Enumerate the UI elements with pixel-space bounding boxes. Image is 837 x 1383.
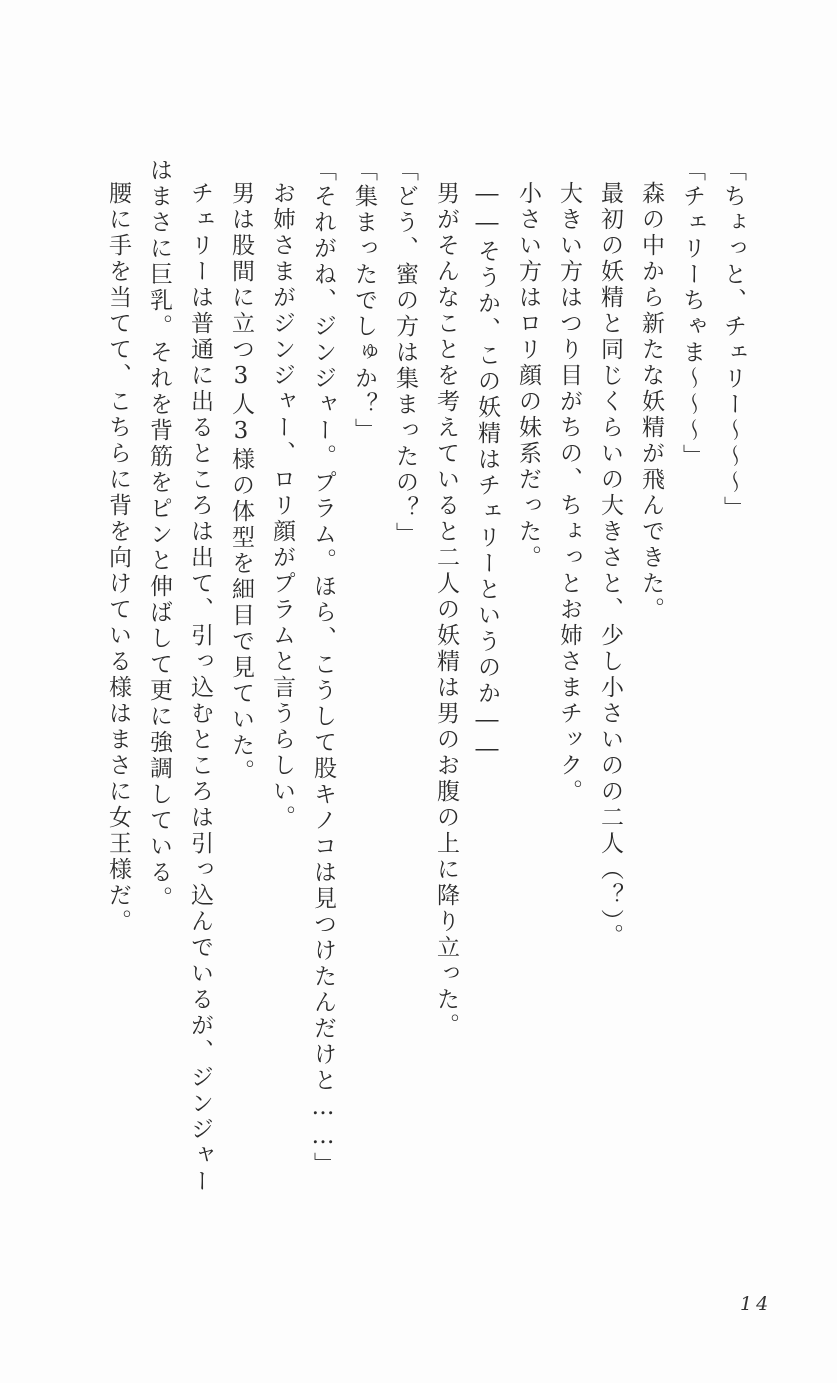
inner-monologue-line: ――そうか、この妖精はチェリーというのか―― xyxy=(474,181,500,765)
dialogue-line: 「集まったでしゅか？」 xyxy=(351,158,377,444)
dialogue-line: 「どう、蜜の方は集まったの？」 xyxy=(392,158,418,548)
narration-line: 腰に手を当てて、こちらに背を向けている様はまさに女王様だ。 xyxy=(105,181,131,935)
page-number: 14 xyxy=(740,1293,773,1315)
dialogue-line: 「チェリーちゃま〜〜〜」 xyxy=(679,158,705,470)
dialogue-line: 「ちょっと、チェリー〜〜〜」 xyxy=(720,158,746,522)
narration-line: 大きい方はつり目がちの、ちょっとお姉さまチック。 xyxy=(556,181,582,805)
narration-line: 最初の妖精と同じくらいの大きさと、少し小さいのの二人（？）。 xyxy=(597,181,623,950)
narration-line: 小さい方はロリ顔の妹系だった。 xyxy=(515,181,541,571)
narration-line: お姉さまがジンジャー、ロリ顔がプラムと言うらしい。 xyxy=(269,181,295,831)
narration-line: 男がそんなことを考えていると二人の妖精は男のお腹の上に降り立った。 xyxy=(433,181,459,1039)
narration-line: 男は股間に立つ3人3様の体型を細目で見ていた。 xyxy=(228,181,254,785)
dialogue-line: 「それがね、ジンジャー。プラム。ほら、こうして股キノコは見つけたんだけと……」 xyxy=(310,158,336,1178)
vertical-text-block xyxy=(97,158,753,1200)
narration-line: チェリーは普通に出るところは出て、引っ込むところは引っ込んでいるが、ジンジャーはまさに巨乳。それを背筋をピンと伸ばして更に強調している。 xyxy=(146,158,213,1195)
narration-line: 森の中から新たな妖精が飛んできた。 xyxy=(638,181,664,623)
